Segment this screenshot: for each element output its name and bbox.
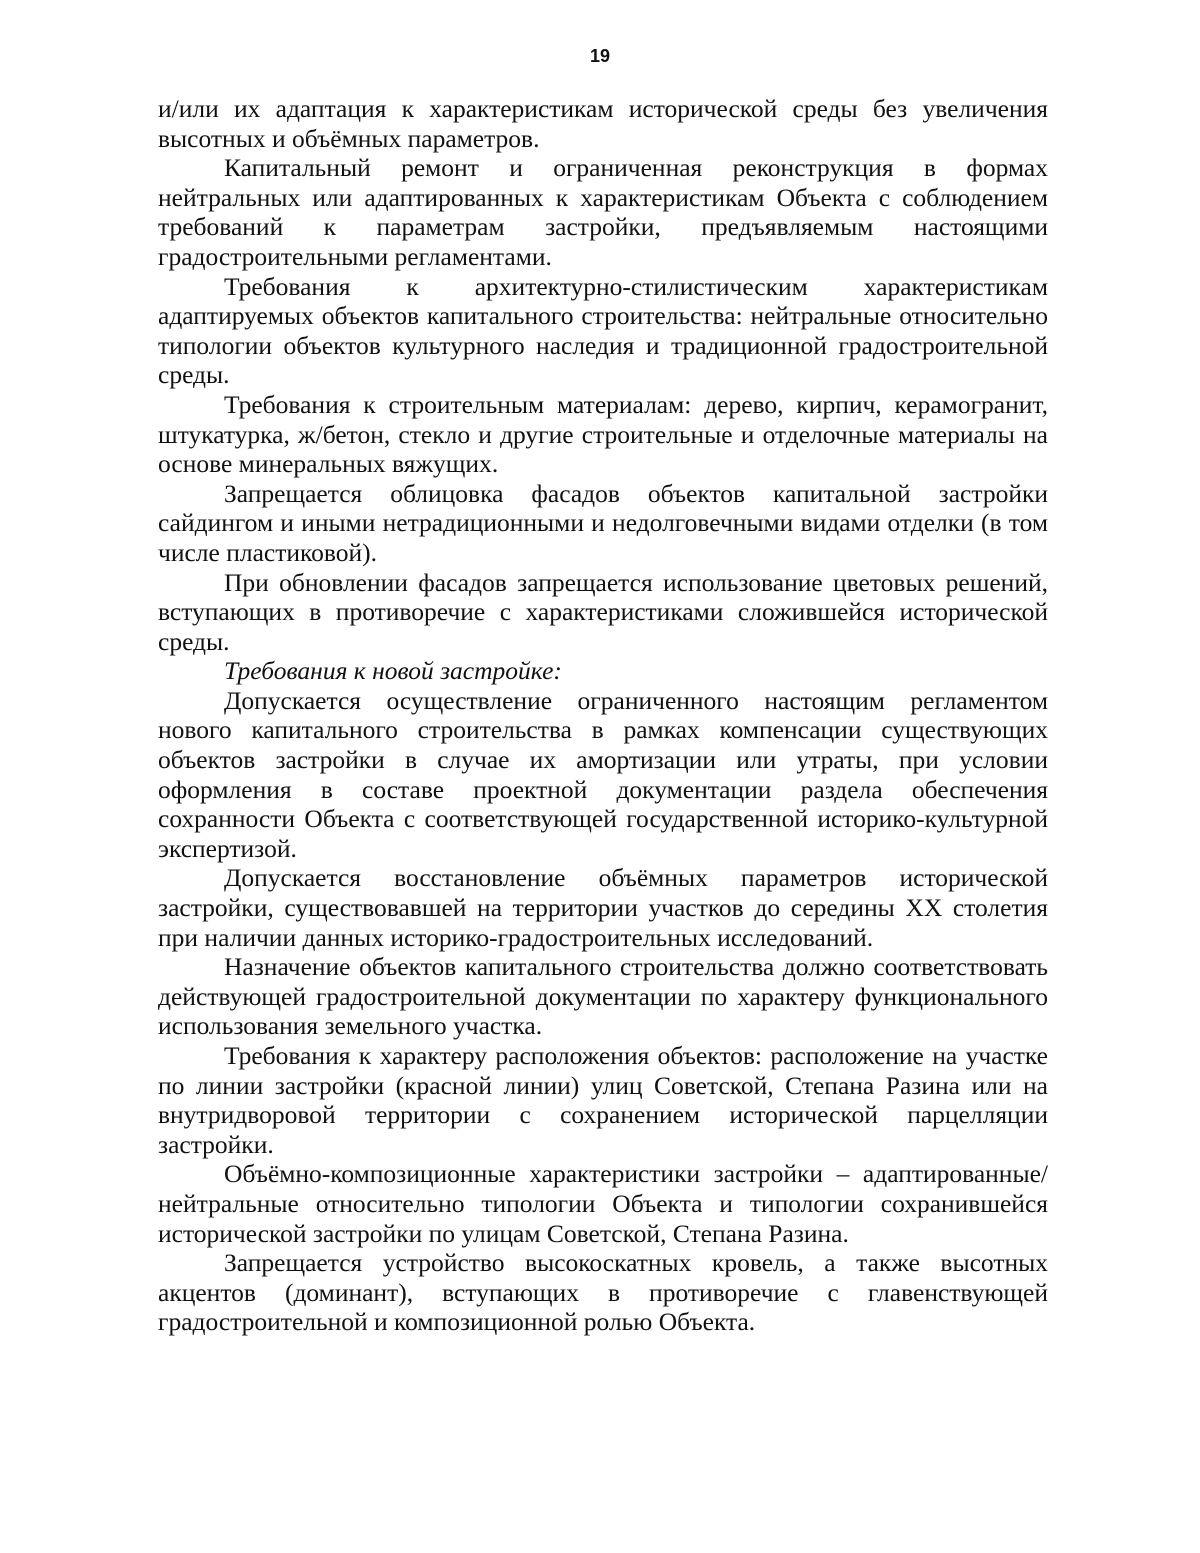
paragraph-restoration-volumes: Допускается восстановление объёмных параметров исторической застройки, существовавшей на территории участков до середины XX столетия при наличии данных историко-градостроительных исследований. bbox=[158, 863, 1048, 952]
section-heading-new-construction: Требования к новой застройке: bbox=[224, 656, 562, 686]
page-number: 19 bbox=[589, 46, 611, 66]
paragraph-continuation: и/или их адаптация к характеристикам исторической среды без увеличения высотных и объёмных параметров. bbox=[158, 94, 1048, 153]
document-body bbox=[158, 94, 1048, 1337]
paragraph-roof-restrictions: Запрещается устройство высокоскатных кровель, а также высотных акцентов (доминант), вступающих в противоречие с главенствующей градостроительной и композиционной ролью Объекта. bbox=[158, 1248, 1048, 1337]
paragraph-volume-composition: Объёмно-композиционные характеристики застройки – адаптированные/ нейтральные относительно типологии Объекта и типологии сохранившейся исторической застройки по улицам Советской, Степана Разина. bbox=[158, 1159, 1048, 1248]
paragraph-building-materials: Требования к строительным материалам: дерево, кирпич, керамогранит, штукатурка, ж/бетон, стекло и другие строительные и отделочные материалы на основе минеральных вяжущих. bbox=[158, 389, 1048, 479]
paragraph-purpose: Назначение объектов капитального строительства должно соответствовать действующей градостроительной документации по характеру функционального использования земельного участка. bbox=[158, 952, 1048, 1041]
paragraph-new-construction-allowed: Допускается осуществление ограниченного настоящим регламентом нового капитального строительства в рамках компенсации существующих объектов застройки в случае их амортизации или утраты, при условии оформления в составе проектной документации раздела обеспечения сохранности Объекта с соответствующей государственной историко-культурной экспертизой. bbox=[158, 685, 1048, 863]
paragraph-capital-repair: Капитальный ремонт и ограниченная реконструкция в формах нейтральных или адаптированных к характеристикам Объекта с соблюдением требований к параметрам застройки, предъявляемым настоящими градостроительными регламентами. bbox=[158, 153, 1048, 271]
paragraph-placement: Требования к характеру расположения объектов: расположение на участке по линии застройки (красной линии) улиц Советской, Степана Разина или на внутридворовой территории с сохранением исторической парцелляции застройки. bbox=[158, 1041, 1048, 1159]
paragraph-architectural-requirements: Требования к архитектурно-стилистическим характеристикам адаптируемых объектов капитального строительства: нейтральные относительно типологии объектов культурного наследия и традиционной градостроительной среды. bbox=[158, 271, 1048, 390]
paragraph-facade-cladding: Запрещается облицовка фасадов объектов капитальной застройки сайдингом и иными нетрадиционными и недолговечными видами отделки (в том числе пластиковой). bbox=[158, 478, 1048, 567]
paragraph-facade-colors: При обновлении фасадов запрещается использование цветовых решений, вступающих в противоречие с характеристиками сложившейся исторической среды. bbox=[158, 567, 1048, 656]
